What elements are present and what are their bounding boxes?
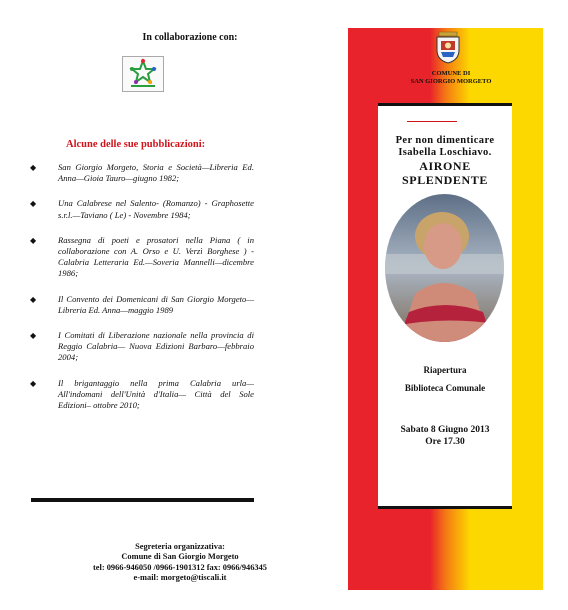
bullet-diamond-icon: ◆ [30, 235, 37, 245]
list-item: ◆ Una Calabrese nel Salento- (Romanzo) - Graphosette s.r.l.—Taviano ( Le) - Novembre 1984; [30, 198, 254, 220]
memorial-title: Per non dimenticare Isabella Loschiavo. [395, 135, 495, 158]
event-title: Riapertura [423, 365, 467, 375]
main-title: AIRONE SPLENDENTE [401, 159, 489, 187]
publications-list [30, 162, 254, 425]
comune-crest-icon [433, 30, 463, 64]
event-venue: Biblioteca Comunale [404, 383, 486, 393]
bullet-diamond-icon: ◆ [30, 378, 37, 388]
footer-heading: Segreteria organizzativa: [135, 542, 225, 551]
bullet-diamond-icon: ◆ [30, 199, 37, 209]
list-item: ◆ San Giorgio Morgeto, Storia e Società—Libreria Ed. Anna—Gioia Tauro—giugno 1982; [30, 162, 254, 184]
footer-contact [60, 542, 300, 584]
portrait-photo [385, 194, 504, 342]
list-item: ◆ Il brigantaggio nella prima Calabria urla— All'indomani dell'Unità d'Italia— Città del Sole Edizioni– ottobre 2010; [30, 377, 254, 411]
comune-label: COMUNE DI SAN GIORGIO MORGETO [410, 70, 492, 85]
collab-heading: In collaborazione con: [142, 32, 238, 43]
publications-heading: Alcune delle sue pubblicazioni: [66, 139, 206, 150]
footer-email: e-mail: morgeto@tiscali.it [133, 573, 227, 583]
footer-organizer: Comune di San Giorgio Morgeto [121, 552, 239, 562]
bullet-diamond-icon: ◆ [30, 163, 37, 172]
card-accent-line [407, 121, 457, 122]
footer-phone: tel: 0966-946050 /0966-1901312 fax: 0966/946345 [93, 562, 267, 572]
list-item: ◆ I Comitati di Liberazione nazionale nella provincia di Reggio Calabria— Nuova Edizioni Barbaro—febbraio 2004; [30, 330, 254, 363]
divider [31, 498, 254, 502]
list-item: ◆ Il Convento dei Domenicani di San Giorgio Morgeto— Libreria Ed. Anna—maggio 1989 [30, 293, 254, 315]
bullet-diamond-icon: ◆ [30, 331, 37, 341]
event-date: Sabato 8 Giugno 2013 Ore 17.30 [400, 425, 490, 447]
servizio-civile-logo-icon [122, 56, 164, 92]
list-item: ◆ Rassegna di poeti e prosatori nella Piana ( in collaborazione con A. Orso e U. Verzì Borghese ) - Calabria Letteraria Ed.—Soveria Mannelli—dicembre 1986; [30, 234, 254, 279]
bullet-diamond-icon: ◆ [30, 294, 37, 304]
